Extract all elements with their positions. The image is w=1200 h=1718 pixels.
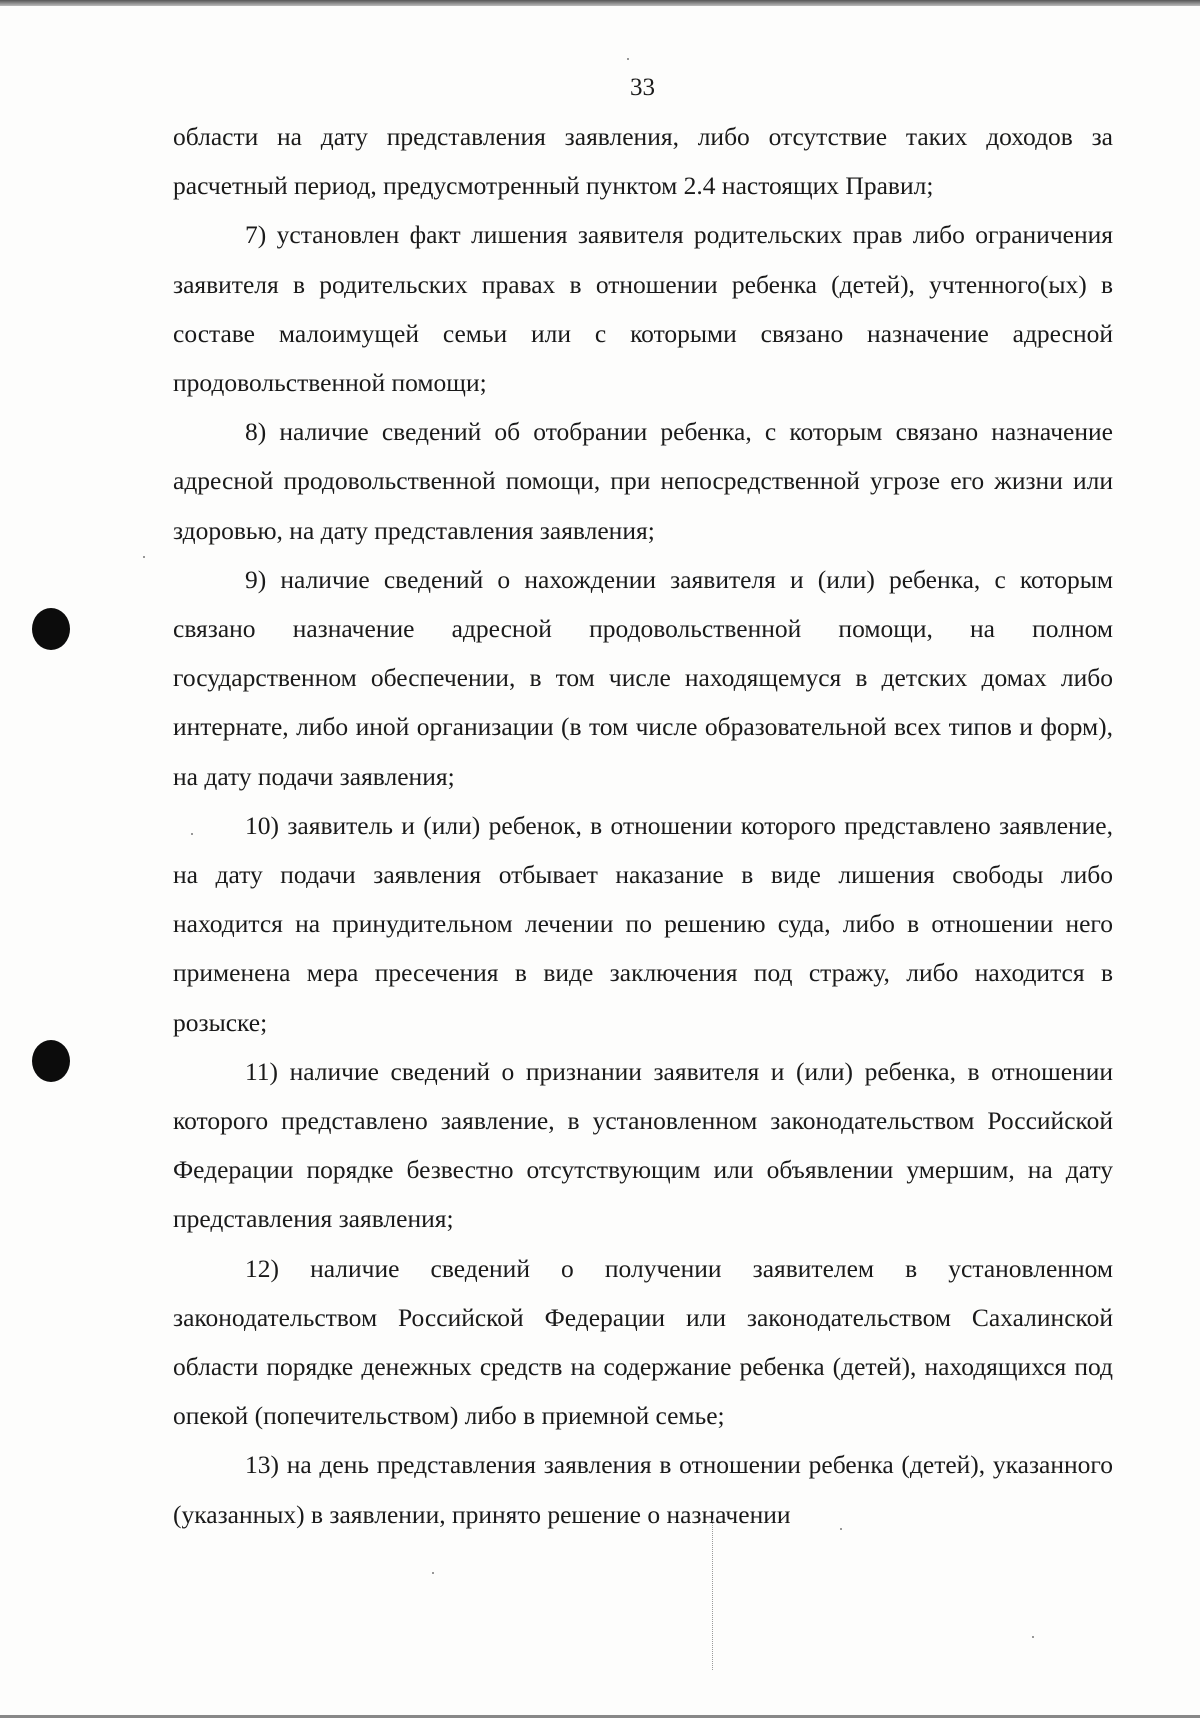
paragraph-item-8: 8) наличие сведений об отобрании ребенка, с которым связано назначение адресной продовольственной помощи, при непосредственной угрозе его жизни или здоровью, на дату представления заявления; <box>173 417 1113 545</box>
paragraph-item-11: 11) наличие сведений о признании заявителя и (или) ребенка, в отношении которого представлено заявление, в установленном законодательством Российской Федерации порядке безвестно отсутствующим или объявлении умершим, на дату представления заявления; <box>173 1056 1113 1234</box>
scan-top-edge <box>0 0 1200 6</box>
scan-speck <box>1032 1636 1034 1638</box>
page-number: 33 <box>630 74 655 101</box>
paragraph-item-10: 10) заявитель и (или) ребенок, в отношении которого представлено заявление, на дату подачи заявления отбывает наказание в виде лишения свободы либо находится на принудительном лечении по решению суда, либо в отношении него применена мера пресечения в виде заключения под стражу, либо находится в розыске; <box>173 810 1113 1037</box>
binder-punch-hole <box>32 608 70 650</box>
scan-speck <box>143 556 145 558</box>
paragraph-item-12: 12) наличие сведений о получении заявителем в установленном законодательством Российской Федерации или законодательством Сахалинской области порядке денежных средств на содержание ребенка (детей), находящихся под опекой (попечительством) либо в приемной семье; <box>173 1253 1113 1431</box>
scan-speck <box>840 1528 842 1530</box>
binder-punch-hole <box>32 1040 70 1082</box>
scan-speck <box>432 1572 434 1574</box>
scan-artifact-line <box>712 1520 714 1670</box>
paragraph-item-13: 13) на день представления заявления в отношении ребенка (детей), указанного (указанных) в заявлении, принято решение о назначении <box>173 1450 1113 1529</box>
scan-speck <box>191 833 193 835</box>
paragraph-item-9: 9) наличие сведений о нахождении заявителя и (или) ребенка, с которым связано назначение адресной продовольственной помощи, на полном государственном обеспечении, в том числе находящемуся в детских домах либо интернате, либо иной организации (в том числе образовательной всех типов и форм), на дату подачи заявления; <box>173 564 1113 791</box>
paragraph-item-7: 7) установлен факт лишения заявителя родительских прав либо ограничения заявителя в родительских правах в отношении ребенка (детей), учтенного(ых) в составе малоимущей семьи или с которыми связано назначение адресной продовольственной помощи; <box>173 220 1113 398</box>
paragraph-item-6-continuation: области на дату представления заявления, либо отсутствие таких доходов за расчетный период, предусмотренный пунктом 2.4 настоящих Правил; <box>173 122 1113 201</box>
document-body <box>173 112 1113 1539</box>
scan-speck <box>627 58 629 60</box>
